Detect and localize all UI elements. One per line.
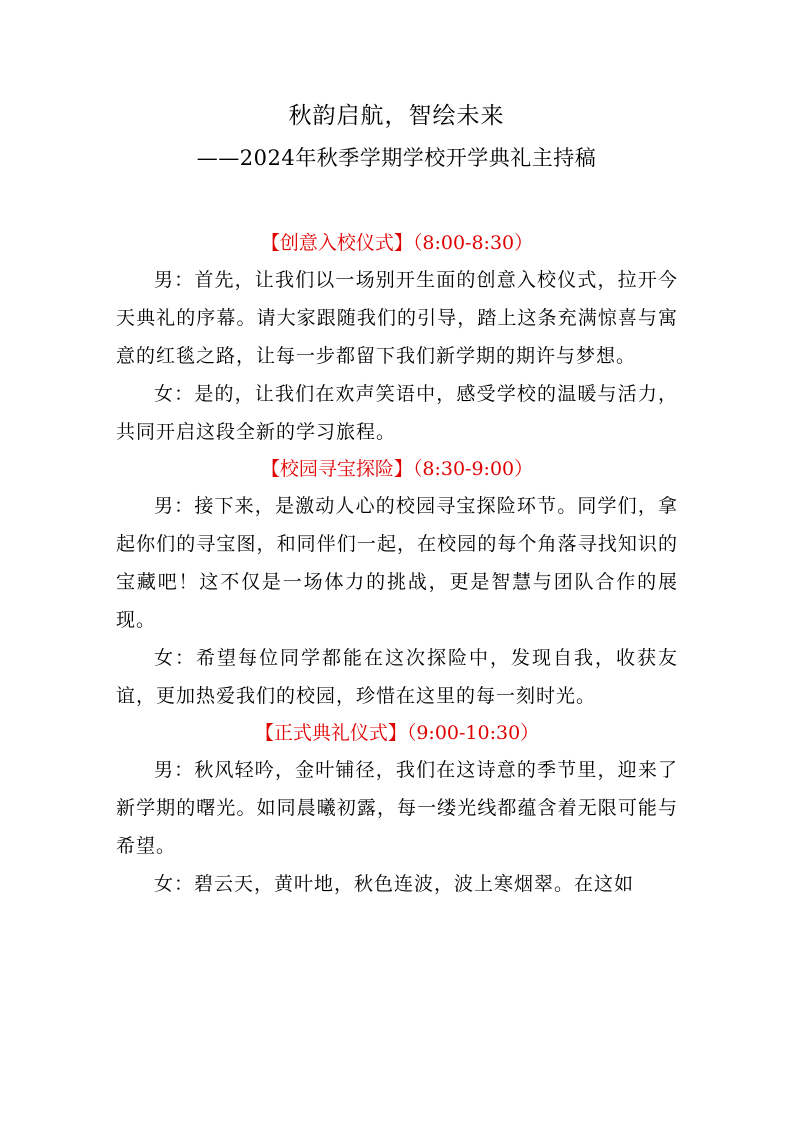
section-heading: [116, 715, 678, 751]
paragraph: 男：首先，让我们以一场别开生面的创意入校仪式，拉开今天典礼的序幕。请大家跟随我们的引导，踏上这条充满惊喜与寓意的红毯之路，让每一步都留下我们新学期的期许与梦想。: [116, 269, 678, 367]
paragraph: 男：秋风轻吟，金叶铺径，我们在这诗意的季节里，迎来了新学期的曙光。如同晨曦初露，每一缕光线都蕴含着无限可能与希望。: [116, 759, 678, 857]
paragraph: 女：希望每位同学都能在这次探险中，发现自我，收获友谊，更加热爱我们的校园，珍惜在这里的每一刻时光。: [116, 647, 678, 707]
section-heading-label: 【正式典礼仪式】: [254, 722, 407, 744]
section-heading: [116, 225, 678, 261]
section-creative-entrance: [116, 225, 678, 451]
paragraph: 女：碧云天，黄叶地，秋色连波，波上寒烟翠。在这如: [154, 873, 635, 895]
section-heading-label: 【创意入校仪式】: [260, 232, 413, 254]
section-formal-ceremony: [116, 715, 678, 903]
paragraph: 女：是的，让我们在欢声笑语中，感受学校的温暖与活力，共同开启这段全新的学习旅程。: [116, 383, 678, 443]
document-title: 秋韵启航，智绘未来: [288, 103, 505, 129]
document-subtitle: ——2024年秋季学期学校开学典礼主持稿: [196, 146, 597, 170]
document-body: [116, 225, 678, 903]
section-heading-time: （8:00-8:30）: [412, 232, 534, 254]
section-treasure-hunt: [116, 451, 678, 715]
paragraph: 男：接下来，是激动人心的校园寻宝探险环节。同学们，拿起你们的寻宝图，和同伴们一起，在校园的每个角落寻找知识的宝藏吧！这不仅是一场体力的挑战，更是智慧与团队合作的展现。: [116, 495, 678, 631]
section-heading-time: （8:30-9:00）: [412, 458, 534, 480]
section-heading-label: 【校园寻宝探险】: [260, 458, 413, 480]
section-heading: [116, 451, 678, 487]
section-heading-time: （9:00-10:30）: [406, 722, 540, 744]
